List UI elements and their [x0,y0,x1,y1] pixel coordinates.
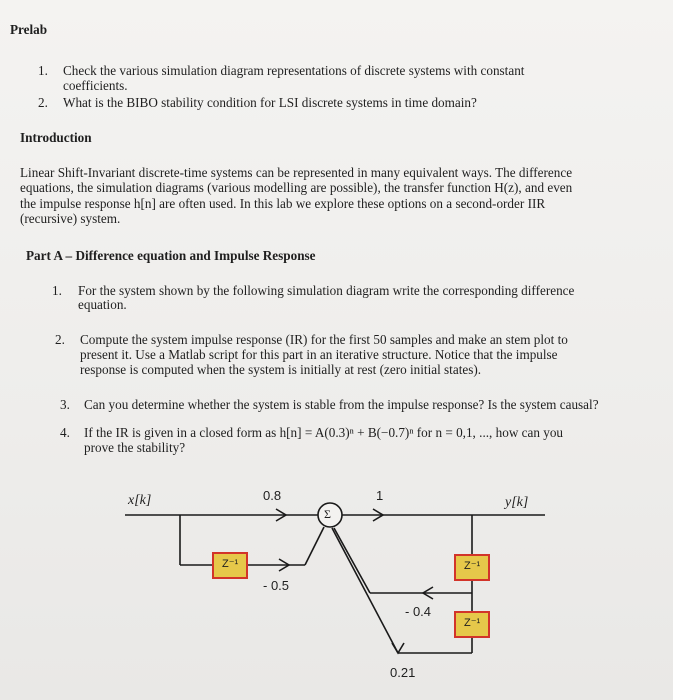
introduction-heading: Introduction [20,130,92,145]
part-a-item-4-number: 4. [60,425,70,440]
part-a-item-2-number: 2. [55,332,65,347]
gain-minus-0-4-label: - 0.4 [405,604,432,619]
part-a-item-3-number: 3. [60,397,70,412]
prelab-heading: Prelab [10,22,48,37]
feedback-0-4-to-sum-line [334,528,370,593]
part-a-heading: Part A – Difference equation and Impulse Response [26,248,316,263]
right-delay-1-label: Z⁻¹ [464,560,481,572]
part-a-item-1-line-1: For the system shown by the following simulation diagram write the corresponding difference [78,283,575,298]
part-a-item-1-line-2: equation. [78,297,127,312]
sum-symbol: Σ [324,507,331,521]
feedback-0-21-to-sum-line [332,528,398,653]
part-a-item-2-line-3: response is computed when the system is initially at rest (zero initial states). [80,362,482,377]
prelab-item-1-line-1: Check the various simulation diagram representations of discrete systems with constant [63,63,525,78]
output-label: y[k] [505,495,529,510]
input-label: x[k] [128,493,152,508]
part-a-item-1-number: 1. [52,283,62,298]
prelab-item-2-line-1: What is the BIBO stability condition for LSI discrete systems in time domain? [63,95,477,110]
part-a-item-2-line-1: Compute the system impulse response (IR) for the first 50 samples and make an stem plot to [80,332,568,347]
part-a-item-2-line-2: present it. Use a Matlab script for this part in an iterative structure. Notice that the impulse [80,347,558,362]
intro-line-1: Linear Shift-Invariant discrete-time systems can be represented in many equivalent ways. The difference [20,165,573,180]
intro-line-3: the impulse response h[n] are often used. In this lab we explore these options on a second-order IIR [20,196,546,211]
prelab-item-1-number: 1. [38,63,48,78]
gain-0-8-label: 0.8 [263,488,282,503]
part-a-item-3-line-1: Can you determine whether the system is stable from the impulse response? Is the system causal? [84,397,599,412]
left-delay-label: Z⁻¹ [222,558,239,570]
gain-0-21-label: 0.21 [390,665,416,680]
intro-line-4: (recursive) system. [20,211,121,226]
gain-minus-0-5-label: - 0.5 [263,578,290,593]
intro-line-2: equations, the simulation diagrams (various modelling are possible), the transfer function H(z), and even [20,180,573,195]
part-a-item-4-line-2: prove the stability? [84,440,186,455]
gain-1-label: 1 [376,488,384,503]
part-a-item-4-line-1: If the IR is given in a closed form as h[n] = A(0.3)ⁿ + B(−0.7)ⁿ for n = 0,1, ..., how can you [84,425,564,440]
prelab-item-1-line-2: coefficients. [63,78,128,93]
right-delay-2-label: Z⁻¹ [464,617,481,629]
to-sum-from-left-line [305,527,324,565]
prelab-item-2-number: 2. [38,95,48,110]
